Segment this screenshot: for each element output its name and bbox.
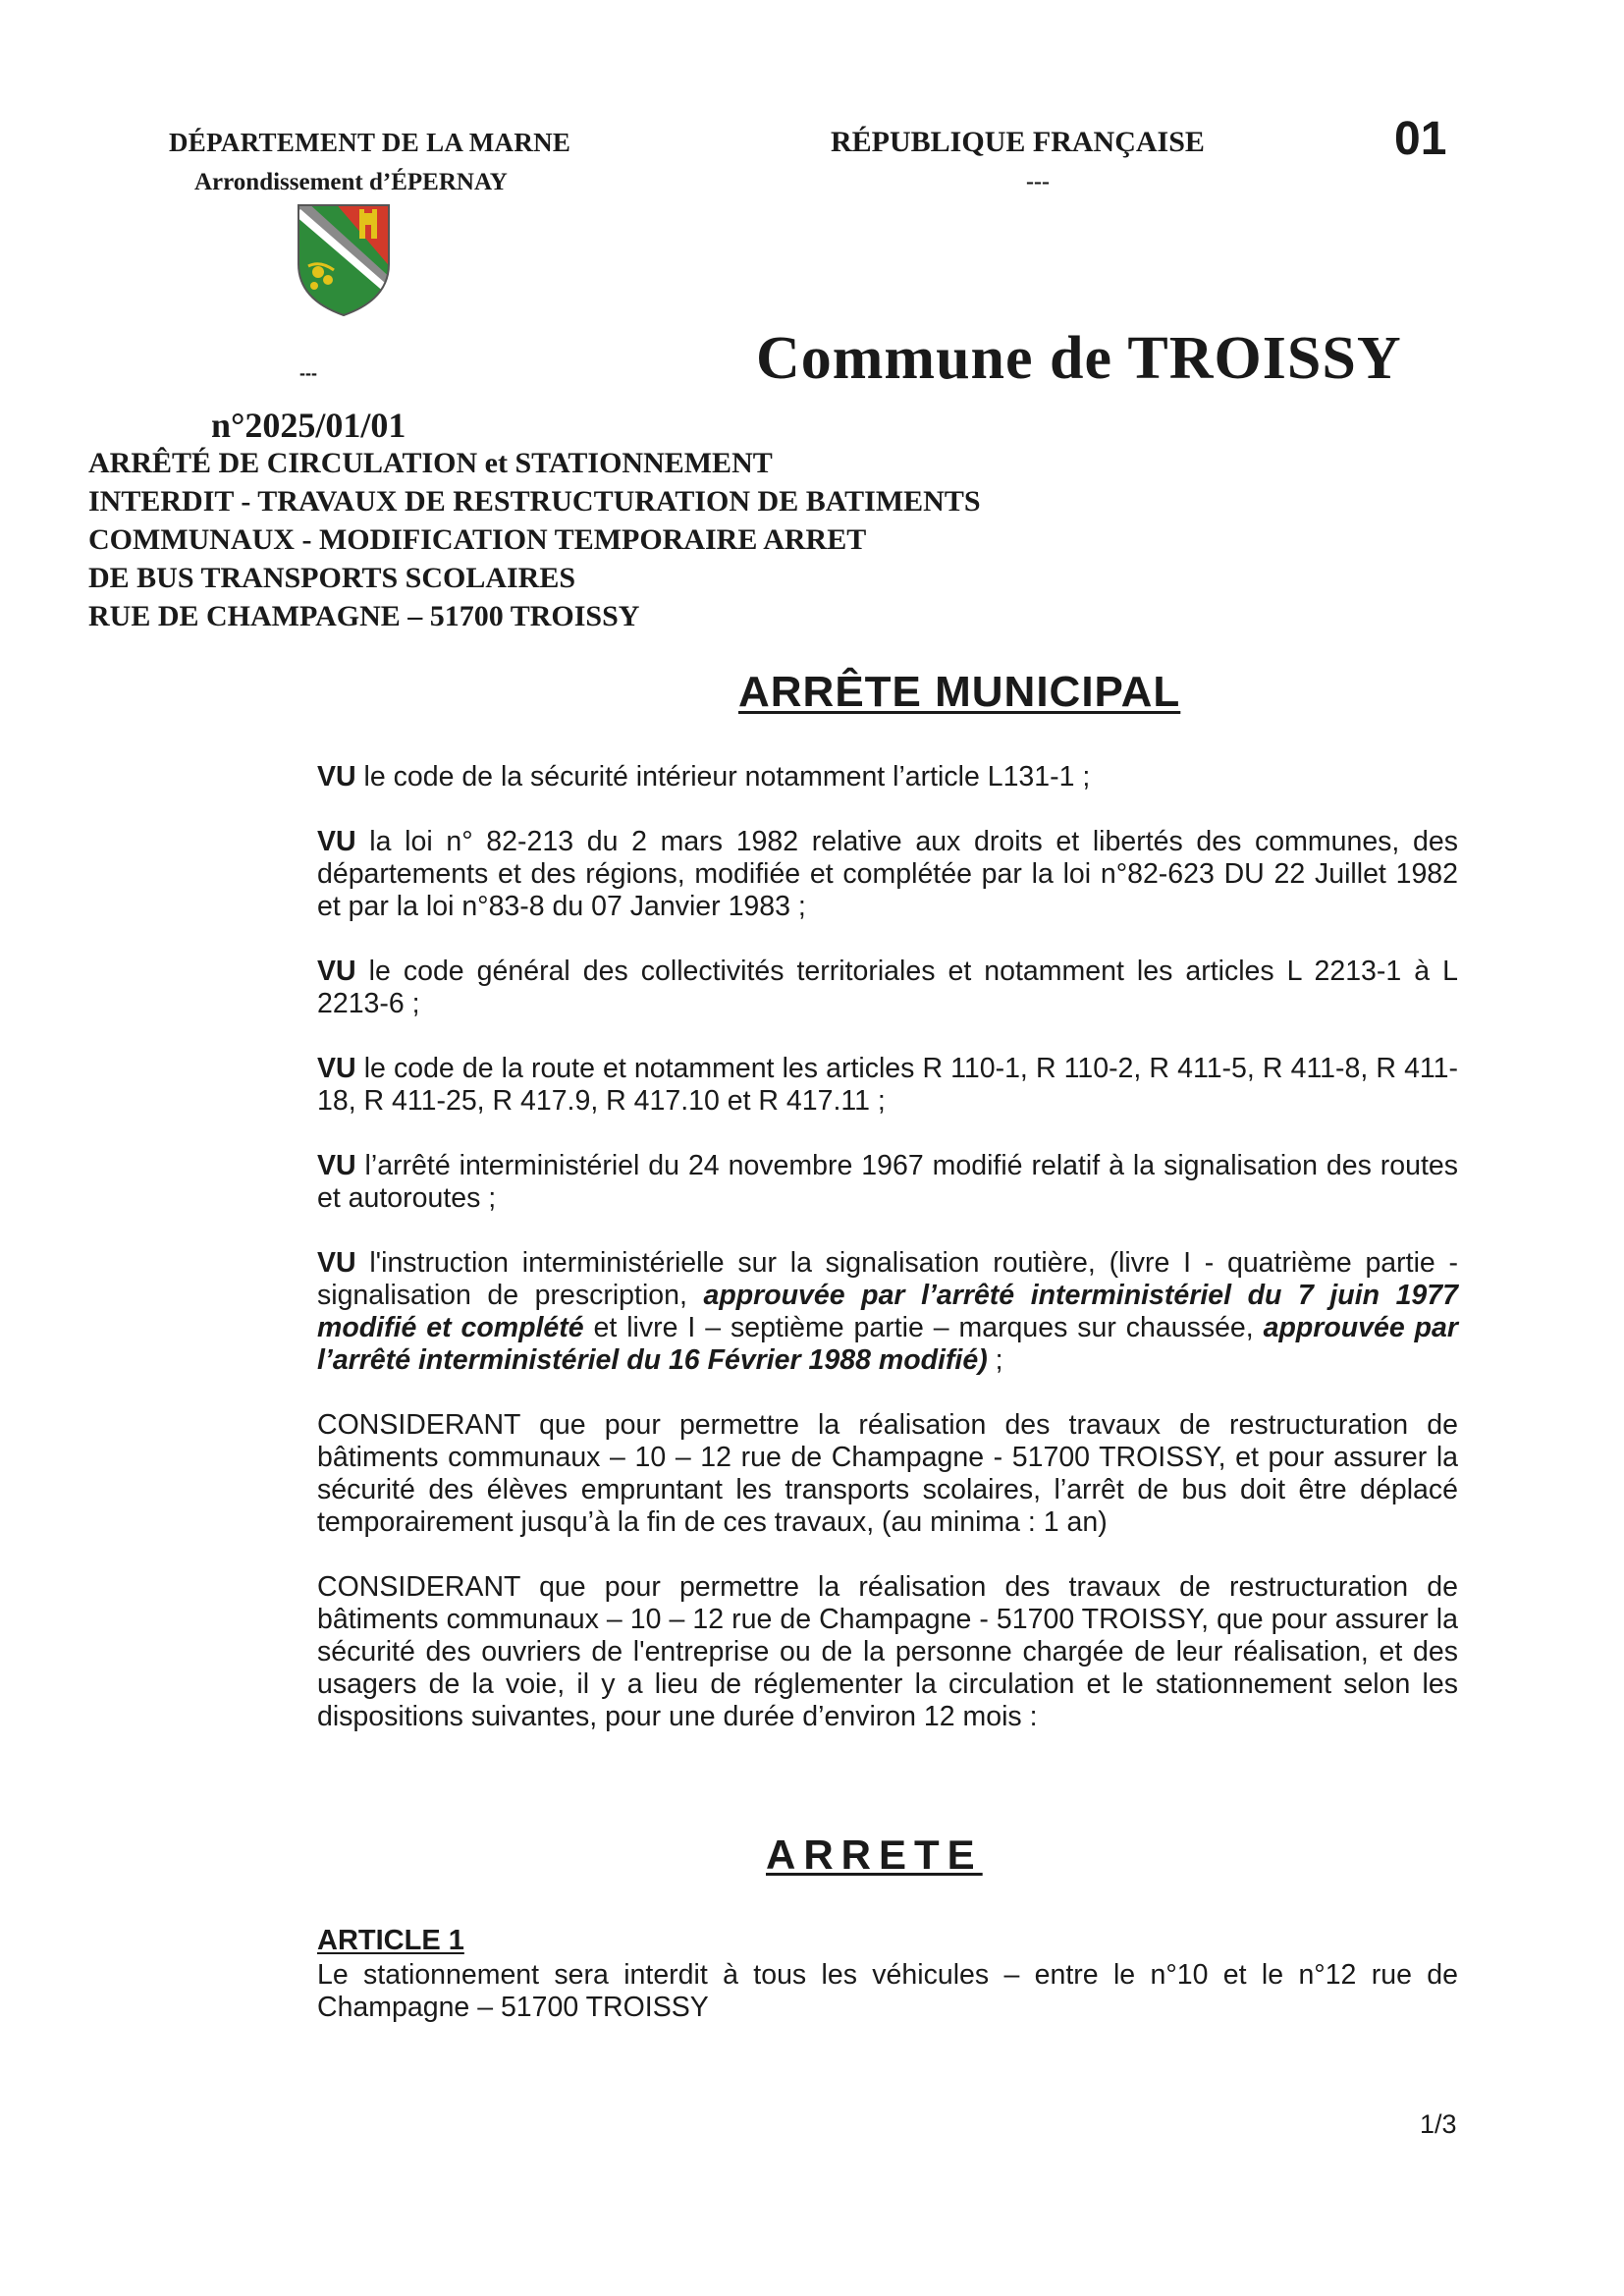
vu-label: VU [317,1150,356,1181]
vu-paragraph [317,826,1458,923]
vu-instruction-paragraph [317,1247,1458,1377]
decision-number: n°2025/01/01 [211,406,406,445]
vu-text: l’arrêté interministériel du 24 novembre 1967 modifié relatif à la signalisation des routes et autoroutes ; [317,1150,1458,1214]
vu-label: VU [317,956,356,987]
article-1-title: ARTICLE 1 [317,1925,464,1956]
considerant-label: CONSIDERANT [317,1571,520,1603]
left-separator: --- [299,363,317,383]
commune-title: Commune de TROISSY [756,325,1402,392]
coat-of-arms-icon [295,201,393,317]
vu-emphasis: approuvée par l’arrêté interministériel du 7 juin 1977 modifié et complété [317,1280,1458,1343]
vu-text: le code général des collectivités territoriales et notamment les articles L 2213-1 à L 2213-6 ; [317,956,1458,1019]
vu-label: VU [317,761,356,793]
decision-title [88,444,1218,635]
considerant-text: que pour permettre la réalisation des travaux de restructuration de bâtiments communaux – 10 – 12 rue de Champagne - 51700 TROISSY, et pour assurer la sécurité des élèves empruntant les transports scolaires, l’arrêt de bus doit être déplacé temporairement jusqu’à la fin de ces travaux, (au minima : 1 an) [317,1409,1458,1538]
decision-title-line: ARRÊTÉ DE CIRCULATION et STATIONNEMENT [88,447,773,479]
page-code: 01 [1394,113,1447,165]
decision-title-line: INTERDIT - TRAVAUX DE RESTRUCTURATION DE BATIMENTS [88,485,981,518]
departement-label: DÉPARTEMENT DE LA MARNE [169,128,571,157]
decision-title-line: COMMUNAUX - MODIFICATION TEMPORAIRE ARRET [88,523,867,556]
page-number: 1/3 [1420,2109,1457,2139]
article-1-text: Le stationnement sera interdit à tous les véhicules – entre le n°10 et le n°12 rue de Champagne – 51700 TROISSY [317,1959,1458,2023]
considerant-text: que pour permettre la réalisation des travaux de restructuration de bâtiments communaux – 10 – 12 rue de Champagne - 51700 TROISSY, que pour assurer la sécurité des ouvriers de l'entreprise ou de la personne chargée de leur réalisation, et des usagers de la voie, il y a lieu de réglementer la circulation et le stationnement selon les dispositions suivantes, pour une durée d’environ 12 mois : [317,1571,1458,1732]
heading-arrete: ARRETE [766,1831,983,1878]
decision-title-line: RUE DE CHAMPAGNE – 51700 TROISSY [88,600,640,632]
heading-arrete-municipal: ARRÊTE MUNICIPAL [738,668,1181,716]
vu-text: et livre I – septième partie – marques sur chaussée, [583,1312,1264,1343]
vu-text: le code de la sécurité intérieur notamment l’article L131-1 ; [355,761,1091,793]
considerant-label: CONSIDERANT [317,1409,520,1441]
vu-text: la loi n° 82-213 du 2 mars 1982 relative aux droits et libertés des communes, des départements et des régions, modifiée et complétée par la loi n°82-623 DU 22 Juillet 1982 et par la loi n°83-8 du 07 Janvier 1983 ; [317,826,1458,922]
vu-emphasis: approuvée par l’arrêté interministériel du 16 Février 1988 modifié) [317,1312,1458,1376]
vu-text: ; [987,1344,1003,1376]
considerant-paragraph [317,1571,1458,1733]
arrondissement-label: Arrondissement d’ÉPERNAY [194,169,508,195]
vu-paragraph [317,1053,1458,1118]
vu-paragraph [317,761,1458,793]
vu-paragraph [317,1150,1458,1215]
vu-paragraph [317,956,1458,1020]
vu-label: VU [317,826,356,857]
vu-label: VU [317,1053,356,1084]
vu-text: l'instruction interministérielle sur la signalisation routière, (livre I - quatrième partie - signalisation de prescription, [317,1247,1458,1311]
republique-separator: --- [1026,169,1050,194]
republique-label: RÉPUBLIQUE FRANÇAISE [831,126,1205,158]
vu-text: le code de la route et notamment les articles R 110-1, R 110-2, R 411-5, R 411-8, R 411-18, R 411-25, R 417.9, R 417.10 et R 417.11 ; [317,1053,1458,1117]
decision-body [317,761,1458,1766]
vu-label: VU [317,1247,356,1279]
decision-title-line: DE BUS TRANSPORTS SCOLAIRES [88,562,576,594]
considerant-paragraph [317,1409,1458,1539]
